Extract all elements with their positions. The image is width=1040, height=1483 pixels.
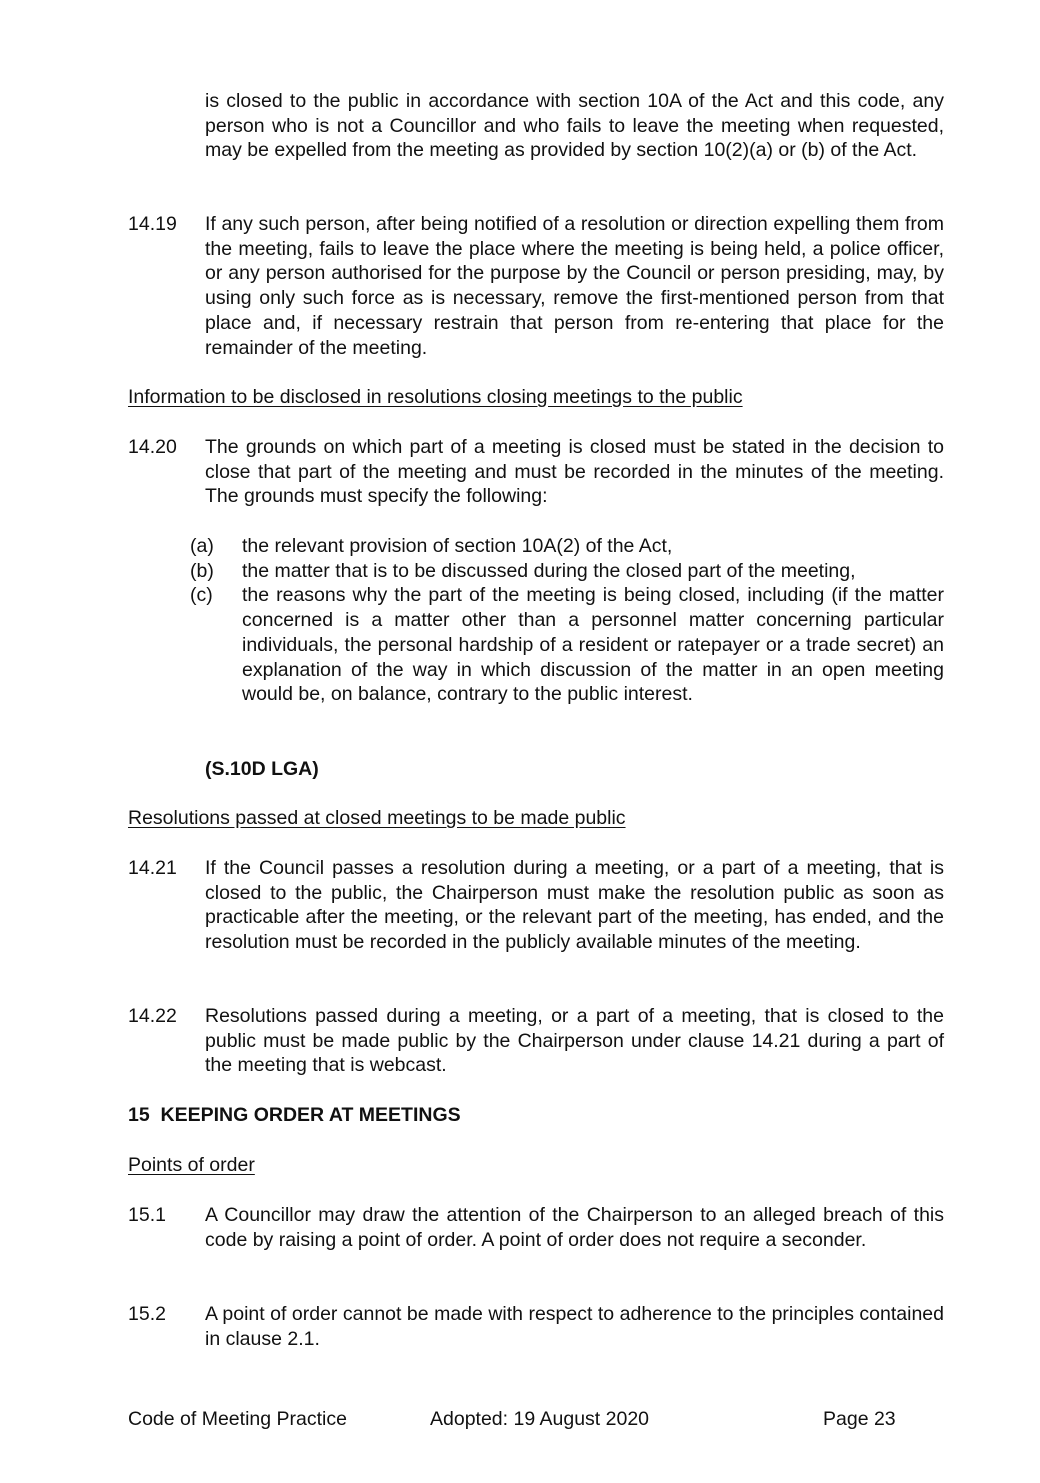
clause-number: 14.19 [128, 213, 177, 235]
clause-number: 14.22 [128, 1005, 177, 1027]
clause-text: A point of order cannot be made with respect to adherence to the principles contained in clause 2.1. [205, 1303, 944, 1350]
clause-text: Resolutions passed during a meeting, or a part of a meeting, that is closed to the public must be made public by the Chairperson under clause 14.21 during a part of the meeting that is webcast. [205, 1005, 944, 1077]
list-item [128, 583, 944, 707]
list-text: the relevant provision of section 10A(2) of the Act, [242, 535, 673, 557]
list-item [128, 559, 944, 584]
footer-document-title: Code of Meeting Practice [128, 1408, 347, 1430]
subheading-resolutions: Resolutions passed at closed meetings to be made public [128, 807, 626, 829]
section-heading-15: 15 KEEPING ORDER AT MEETINGS [128, 1104, 461, 1126]
list-label: (c) [190, 584, 213, 607]
clause-number: 15.1 [128, 1204, 166, 1226]
footer-page-number: Page 23 [823, 1408, 896, 1430]
clause-number: 15.2 [128, 1303, 166, 1325]
clause-14-21 [128, 856, 944, 955]
list-text: the reasons why the part of the meeting is being closed, including (if the matter concerned is a matter other than a personnel matter concerning particular individuals, the personal hardship of a resident or ratepayer or a trade secret) an explanation of the way in which discussion of the matter in an open meeting would be, on balance, contrary to the public interest. [242, 584, 944, 706]
subheading-points-of-order: Points of order [128, 1154, 255, 1176]
clause-14-20 [128, 435, 944, 509]
paragraph-text: is closed to the public in accordance with section 10A of the Act and this code, any person who is not a Councillor and who fails to leave the meeting when requested, may be expelled from the meeting as provided by section 10(2)(a) or (b) of the Act. [205, 90, 944, 162]
clause-number: 14.20 [128, 436, 177, 458]
subheading-information: Information to be disclosed in resolutions closing meetings to the public [128, 386, 743, 408]
clause-15-1 [128, 1203, 944, 1252]
clause-14-20-list [128, 534, 944, 707]
clause-text: If the Council passes a resolution during a meeting, or a part of a meeting, that is closed to the public, the Chairperson must make the resolution public as soon as practicable after the meeting, or the relevant part of the meeting, has ended, and the resolution must be recorded in the publicly available minutes of the meeting. [205, 857, 944, 954]
clause-text: The grounds on which part of a meeting is closed must be stated in the decision to close that part of the meeting and must be recorded in the minutes of the meeting. The grounds must specify the following: [205, 436, 944, 508]
clause-14-19 [128, 212, 944, 360]
clause-14-22 [128, 1004, 944, 1078]
statute-reference: (S.10D LGA) [205, 758, 319, 780]
clause-text: If any such person, after being notified of a resolution or direction expelling them from the meeting, fails to leave the place where the meeting is being held, a police officer, or any person authorised for the purpose by the Council or person presiding, may, by using only such force as is necessary, remove the first-mentioned person from that place and, if necessary restrain that person from re-entering that place for the remainder of the meeting. [205, 213, 944, 359]
clause-15-2 [128, 1302, 944, 1351]
footer-adopted-date: Adopted: 19 August 2020 [430, 1408, 650, 1430]
list-label: (a) [190, 535, 214, 557]
clause-number: 14.21 [128, 857, 177, 879]
reference-block [128, 757, 944, 782]
continuation-paragraph [128, 89, 944, 163]
list-text: the matter that is to be discussed during the closed part of the meeting, [242, 559, 856, 582]
clause-text: A Councillor may draw the attention of the Chairperson to an alleged breach of this code by raising a point of order. A point of order does not require a seconder. [205, 1204, 944, 1251]
list-item [128, 534, 944, 559]
list-label: (b) [190, 559, 214, 582]
